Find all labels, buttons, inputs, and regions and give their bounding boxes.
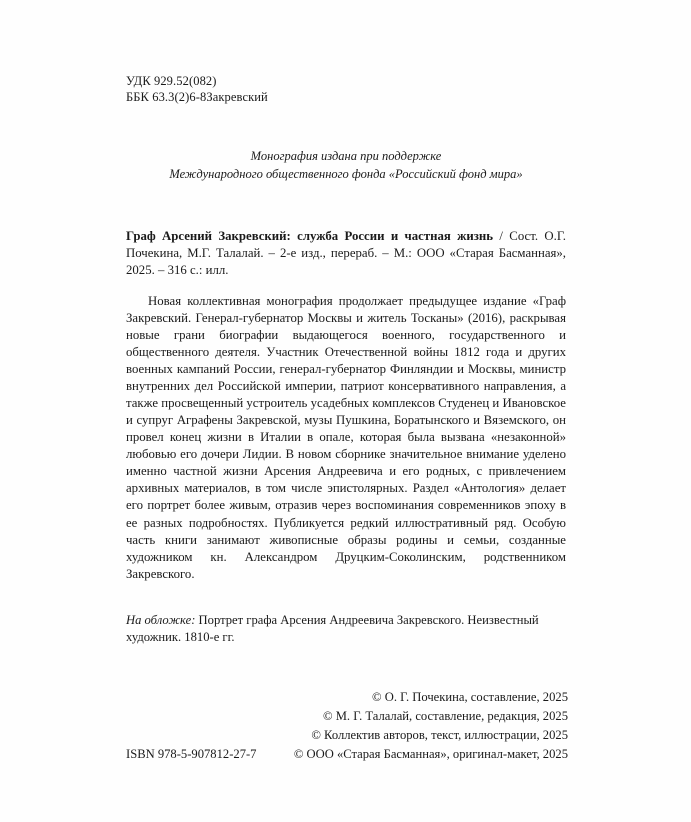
- isbn-copyright-row: [126, 745, 568, 764]
- biblio-rest: / Сост. О.Г. Почекина, М.Г. Талалай. – 2-е изд., перераб. – М.: ООО «Старая Басманная», 2025. – 316 с.: илл.: [126, 228, 566, 277]
- copyright-line: © М. Г. Талалай, составление, редакция, 2025: [323, 709, 568, 724]
- copyright-line: © Коллектив авторов, текст, иллюстрации, 2025: [311, 728, 568, 743]
- classification-codes: [126, 74, 566, 105]
- support-line-1: Монография издана при поддержке: [250, 149, 442, 164]
- cover-note-label: На обложке:: [126, 613, 196, 627]
- copyright-line: © О. Г. Почекина, составление, 2025: [372, 690, 568, 704]
- support-note: [126, 147, 566, 183]
- udc-code: УДК 929.52(082): [126, 74, 217, 88]
- isbn: ISBN 978-5-907812-27-7: [126, 747, 257, 762]
- bibliographic-description: [126, 228, 566, 279]
- bbk-code: ББК 63.3(2)6-8Закревский: [126, 89, 268, 104]
- cover-note-text: Портрет графа Арсения Андреевича Закревского. Неизвестный художник. 1810-е гг.: [126, 613, 539, 644]
- page-content: [126, 74, 566, 583]
- support-line-2: Международного общественного фонда «Российский фонд мира»: [169, 167, 523, 182]
- annotation-text: Новая коллективная монография продолжает предыдущее издание «Граф Закревский. Генерал-губернатор Москвы и житель Тосканы» (2016), раскрывая новые грани биографии выдающегося военного, государственного и общественного деятеля. Участник Отечественной войны 1812 года и других военных кампаний России, генерал-губернатор Финляндии и Москвы, министр внутренних дел Российской империи, патриот консервативного направления, а также просвещенный устроитель усадебных комплексов Студенец и Ивановское и супруг Аграфены Закревской, музы Пушкина, Боратынского и Вяземского, он провел конец жизни в Италии в опале, которая была вызвана «незаконной» любовью его дочери Лидии. В новом сборнике значительное внимание уделено именно частной жизни Арсения Андреевича и его родных, с привлечением архивных материалов, в том числе эпистолярных. Раздел «Антология» делает его портрет более живым, отразив через воспоминания современников эпоху в ее разных подробностях. Публикуется редкий иллюстративный ряд. Особую часть книги занимают живописные образы родины и семьи, созданные художником кн. Александром Друцким-Соколинским, родственником Закревского.: [126, 293, 566, 581]
- copyright-block: [126, 688, 568, 765]
- cover-note: [126, 612, 566, 646]
- copyright-line: © ООО «Старая Басманная», оригинал-макет, 2025: [293, 747, 568, 762]
- biblio-title: Граф Арсений Закревский: служба России и частная жизнь: [126, 228, 494, 243]
